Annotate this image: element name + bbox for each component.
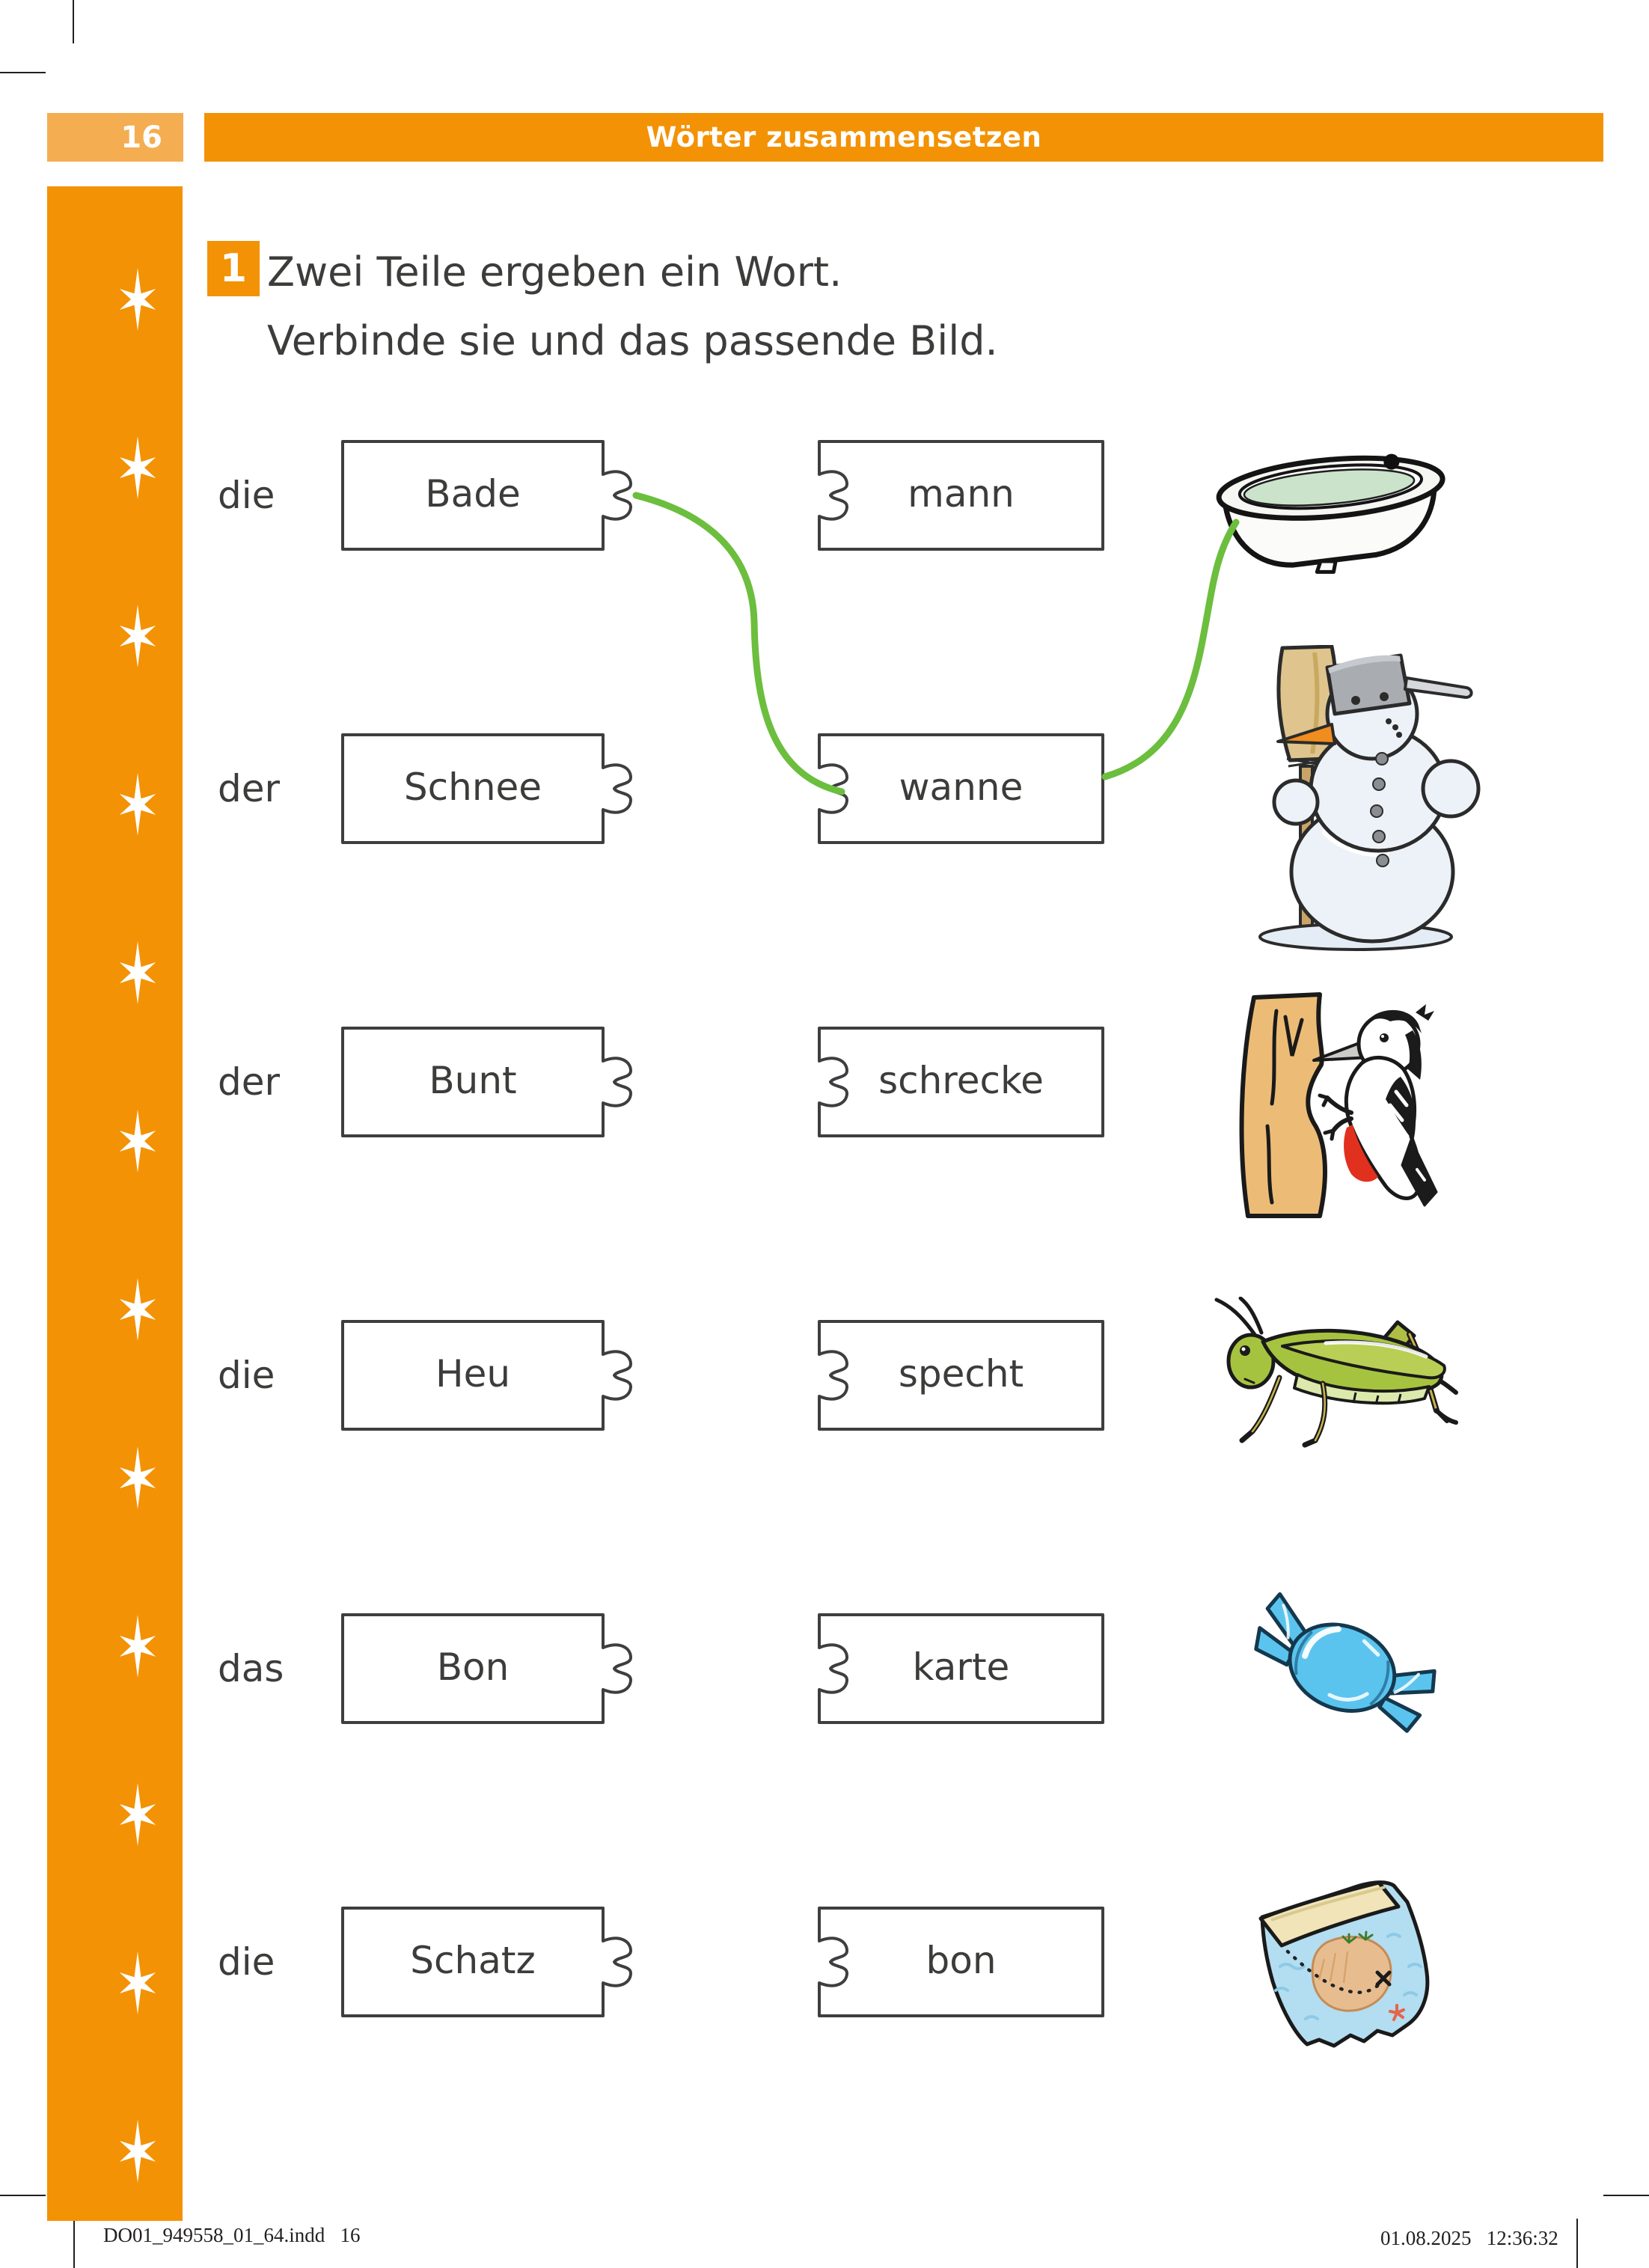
bathtub-illustration[interactable] [1203,432,1465,578]
crop-mark-bottom-right-vertical [1576,2219,1578,2268]
word-part-right[interactable]: karte [912,1645,1010,1689]
word-part-left[interactable]: Bade [425,472,521,516]
footer-filename: DO01_949558_01_64.indd 16 [103,2224,361,2246]
word-part-left[interactable]: Schatz [410,1939,536,1982]
star-icon [120,1783,156,1846]
star-icon [120,1951,156,2014]
chapter-header-bar [204,113,1603,162]
page-number: 16 [120,120,162,155]
word-part-right[interactable]: bon [926,1939,997,1982]
sidebar-stars [47,186,183,2221]
page-number-box [47,113,183,162]
star-icon [120,773,156,836]
article-label: das [218,1647,284,1690]
crop-mark-top-vertical [73,0,74,43]
star-icon [120,941,156,1004]
star-icon [120,436,156,499]
grasshopper-illustration[interactable] [1214,1297,1472,1450]
word-part-left[interactable]: Heu [435,1352,511,1396]
word-part-right[interactable]: mann [908,472,1015,516]
chapter-title: Wörter zusammensetzen [646,121,1042,153]
article-label: der [218,767,281,810]
task-instruction [267,238,998,376]
star-icon [120,1278,156,1341]
snowman-illustration[interactable] [1243,645,1490,953]
candy-illustration[interactable] [1229,1592,1457,1746]
crop-mark-top-horizontal [0,72,46,73]
crop-mark-bottom-left-horizontal [0,2195,46,2196]
article-label: die [218,1940,275,1984]
treasure-map-illustration[interactable] [1238,1877,1459,2052]
task-number-badge [207,241,260,296]
star-icon [120,2120,156,2183]
article-label: die [218,474,275,517]
crop-mark-bottom-left-vertical [73,2221,75,2268]
task-number-text: 1 [219,246,248,291]
word-part-right[interactable]: wanne [899,765,1024,809]
star-icon [120,268,156,331]
star-icon [120,1446,156,1509]
instruction-line-2: Verbinde sie und das passende Bild. [267,317,998,364]
sidebar-band [47,186,183,2221]
word-part-left[interactable]: Bon [436,1645,510,1689]
word-part-left[interactable]: Bunt [429,1059,517,1102]
crop-mark-bottom-right-horizontal [1603,2195,1649,2196]
star-icon [120,605,156,667]
star-icon [120,1110,156,1173]
woodpecker-illustration[interactable] [1233,991,1465,1223]
star-icon [120,1615,156,1678]
word-part-right[interactable]: schrecke [878,1059,1044,1102]
word-part-right[interactable]: specht [898,1352,1024,1396]
footer-timestamp: 01.08.2025 12:36:32 [1380,2227,1558,2249]
article-label: der [218,1060,281,1104]
article-label: die [218,1354,275,1397]
instruction-line-1: Zwei Teile ergeben ein Wort. [267,248,842,296]
word-part-left[interactable]: Schnee [403,765,542,809]
